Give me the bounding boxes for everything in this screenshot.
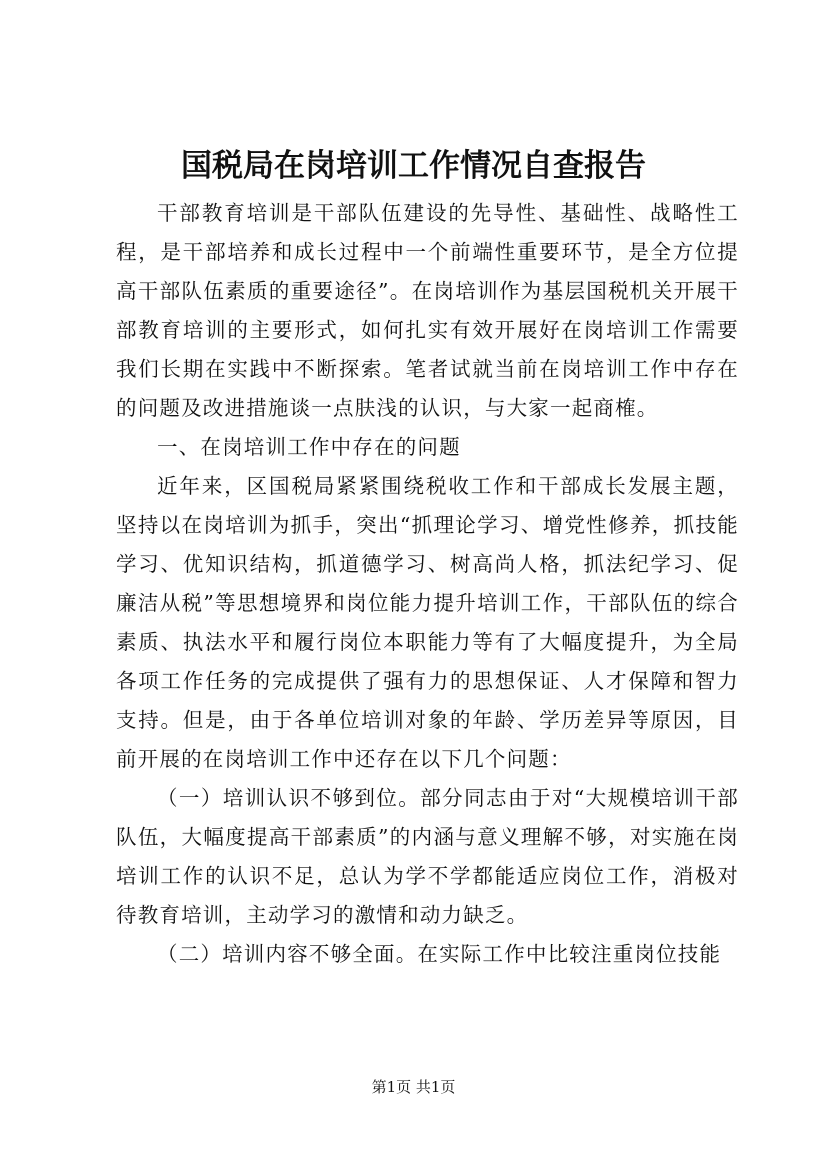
page-footer: 第1页 共1页 (371, 1078, 456, 1096)
paragraph-intro: 干部教育培训是干部队伍建设的先导性、基础性、战略性工程，是干部培养和成长过程中一个前端性重要环节，是全方位提高干部队伍素质的重要途径”。在岗培训作为基层国税机关开展干部教育培训的主要形式，如何扎实有效开展好在岗培训工作需要我们长期在实践中不断探索。笔者试就当前在岗培训工作中存在的问题及改进措施谈一点肤浅的认识，与大家一起商榷。 (116, 201, 739, 420)
paragraph-background: 近年来，区国税局紧紧围绕税收工作和干部成长发展主题，坚持以在岗培训为抓手，突出“抓理论学习、增党性修养，抓技能学习、优知识结构，抓道德学习、树高尚人格，抓法纪学习、促廉洁从税”等思想境界和岗位能力提升培训工作，干部队伍的综合素质、执法水平和履行岗位本职能力等有了大幅度提升，为全局各项工作任务的完成提供了强有力的思想保证、人才保障和智力支持。但是，由于各单位培训对象的年龄、学历差异等原因，目前开展的在岗培训工作中还存在以下几个问题： (116, 474, 739, 771)
section-heading-problems: 一、在岗培训工作中存在的问题 (157, 435, 461, 459)
document-title: 国税局在岗培训工作情况自查报告 (181, 148, 646, 184)
document-body (116, 194, 739, 974)
paragraph-issue-one: （一）培训认识不够到位。部分同志由于对“大规模培训干部队伍，大幅度提高干部素质”的内涵与意义理解不够，对实施在岗培训工作的认识不足，总认为学不学都能适应岗位工作，消极对待教育培训，主动学习的激情和动力缺乏。 (116, 786, 739, 927)
paragraph-issue-two: （二）培训内容不够全面。在实际工作中比较注重岗位技能 (157, 942, 722, 966)
